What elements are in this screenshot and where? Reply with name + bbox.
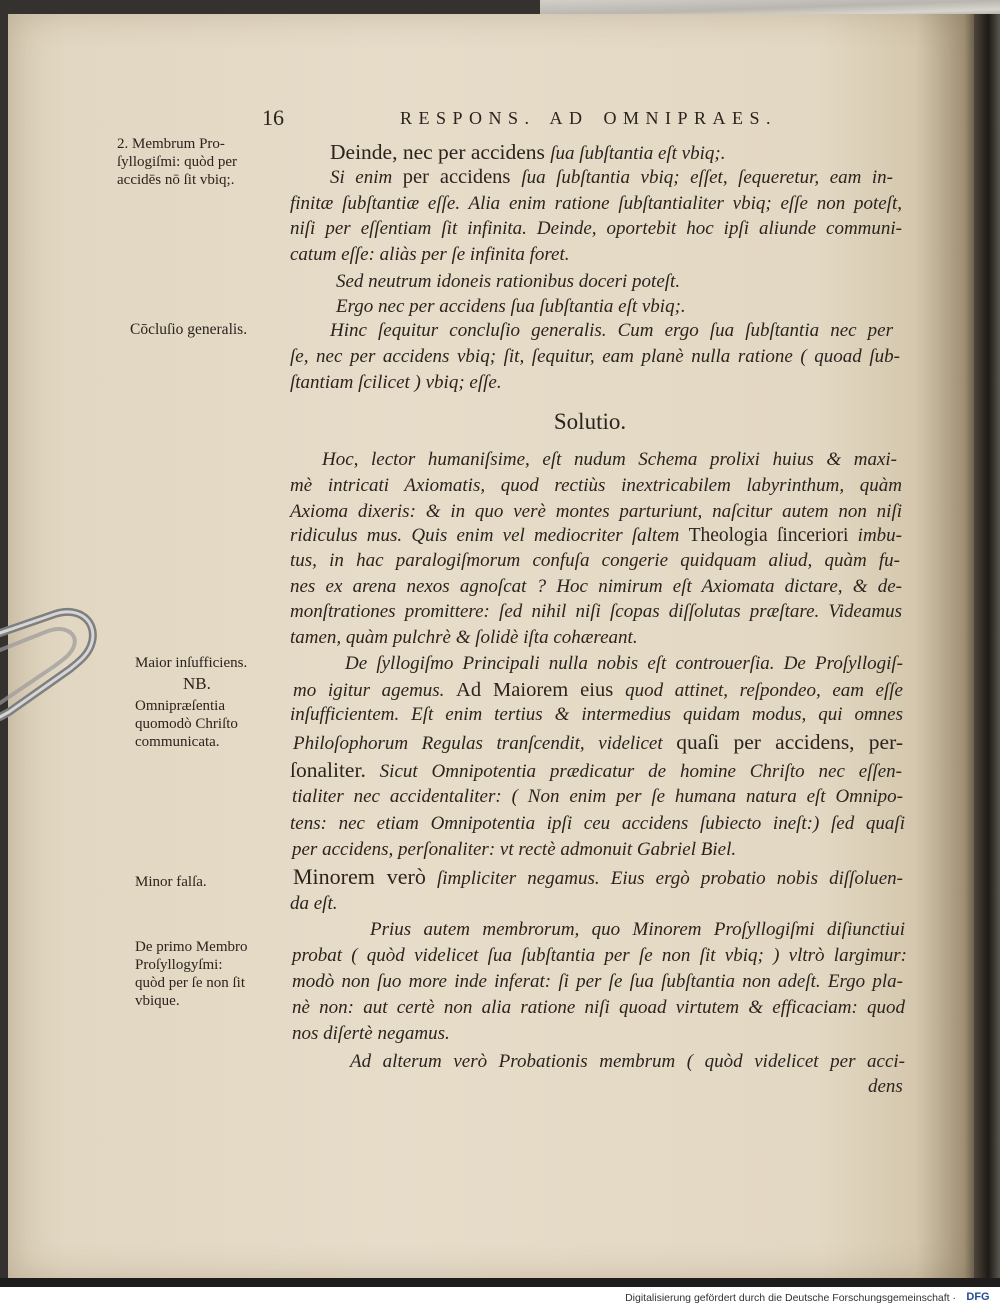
paperclip-icon (0, 600, 100, 725)
text-line: ſtantiam ſcilicet ) vbiq; eſſe. (290, 372, 502, 393)
text-line: probat ( quòd videlicet ſua ſubſtantia per ſe non ſit vbiq; ) vltrò largimur: (292, 945, 907, 966)
margin-note-line: quòd per ſe non ſit (135, 975, 245, 991)
text-line: tus, in hac paralogiſmorum confuſa congerie quidquam aliud, quàm fu- (290, 550, 900, 571)
text-line: mè intricati Axiomatis, quod rectiùs inextricabilem labyrinthum, quàm (290, 475, 902, 496)
running-title: RESPONS. AD OMNIPRAES. (400, 108, 778, 128)
text-segment: quod attinet, reſpondeo, eam eſſe (625, 680, 903, 701)
text-line: tamen, quàm pulchrè & ſolidè iſta cohæreant. (290, 627, 638, 648)
text-line: Prius autem membrorum, quo Minorem Proſyllogiſmi diſiunctiui (370, 919, 905, 940)
text-segment: imbu- (848, 525, 903, 546)
text-line (330, 164, 893, 190)
text-segment: Si enim (330, 167, 403, 188)
text-line: da eſt. (290, 893, 338, 914)
text-segment: Philoſophorum Regulas tranſcendit, videlicet (293, 733, 677, 754)
text-line: finitæ ſubſtantiæ eſſe. Alia enim ratione ſubſtantialiter vbiq; eſſe non poteſt, (290, 193, 902, 214)
funding-credit: Digitalisierung gefördert durch die Deutsche Forschungsgemeinschaft · (625, 1292, 956, 1304)
section-heading: Solutio. (553, 409, 627, 434)
text-line: Ad alterum verò Probationis membrum ( quòd videlicet per acci- (350, 1051, 905, 1072)
margin-note-conclusio: Cōcluſio generalis. (130, 321, 248, 338)
margin-note-line: 2. Membrum Pro- (117, 136, 225, 152)
text-line: Ergo nec per accidens ſua ſubſtantia eſt vbiq;. (336, 296, 686, 317)
text-segment: mo igitur agemus. (293, 680, 457, 701)
digitization-footer (0, 1287, 1000, 1309)
margin-note-line: De primo Membro (135, 939, 248, 955)
text-line: monſtrationes promittere: ſed nihil niſi ſcopas diſſolutas præſtare. Videamus (290, 601, 902, 622)
text-segment: per accidens (402, 166, 522, 188)
text-segment: Ad Maiorem eius (456, 679, 626, 701)
text-line (330, 139, 725, 165)
margin-note-line: quomodò Chriſto (135, 716, 238, 732)
text-segment: ridiculus mus. Quis enim vel mediocriter ſaltem (290, 525, 689, 546)
dfg-logo: DFG (966, 1291, 990, 1303)
text-line (290, 523, 902, 549)
text-line (293, 729, 903, 755)
margin-note-maior: Maior inſufficiens. (135, 655, 248, 671)
margin-note-line: ſyllogiſmi: quòd per (117, 154, 237, 170)
text-segment: ſonaliter. (290, 758, 366, 782)
text-line: modò non ſuo more inde inferat: ſi per ſe ſua ſubſtantia non adeſt. Ergo pla- (292, 971, 903, 992)
margin-note-line: vbique. (135, 993, 180, 1009)
scan-border (0, 1278, 1000, 1287)
text-line: Sed neutrum idoneis rationibus doceri poteſt. (336, 271, 681, 292)
book-spine-shadow (974, 14, 1000, 1278)
text-segment: ſua ſubſtantia eſt vbiq;. (550, 143, 726, 164)
margin-note-omnipraesentia (135, 697, 238, 751)
text-line: tens: nec etiam Omnipotentia ipſi ceu accidens ſubiecto ineſt:) ſed quaſi (290, 813, 905, 834)
page-number: 16 (262, 105, 284, 130)
text-segment: ſimpliciter negamus. Eius ergò probatio nobis diſſoluen- (425, 868, 903, 889)
text-segment: Deinde, nec per accidens (330, 140, 551, 164)
margin-note-minor: Minor falſa. (135, 874, 207, 890)
text-segment: Sicut Omnipotentia prædicatur de homine Chriſto nec eſſen- (365, 761, 902, 782)
text-segment: ſua ſubſtantia vbiq; eſſet, ſequeretur, eam in- (521, 167, 893, 188)
text-line: catum eſſe: aliàs per ſe infinita foret. (290, 244, 570, 265)
text-line: Hinc ſequitur concluſio generalis. Cum ergo ſua ſubſtantia nec per (330, 320, 893, 341)
text-line: ſe, nec per accidens vbiq; ſit, ſequitur, eam planè nulla ratione ( quoad ſub- (290, 346, 900, 367)
text-line: nes ex arena nexos agnoſcat ? Hoc nimirum eſt Axiomata dictare, & de- (290, 576, 902, 597)
catchword: dens (868, 1076, 903, 1097)
text-segment: Theologia ſinceriori (688, 525, 849, 546)
text-line: inſufficientem. Eſt enim tertius & intermedius quidam modus, qui omnes (290, 704, 903, 725)
margin-note-membrum (117, 135, 237, 189)
margin-note-de-primo (135, 938, 247, 1010)
margin-note-line: Proſyllogyſmi: (135, 957, 223, 973)
text-segment: Minorem verò (293, 864, 426, 889)
margin-note-line: accidēs nō ſit vbiq;. (117, 172, 235, 188)
margin-note-nb: NB. (183, 674, 211, 693)
text-line: tialiter nec accidentaliter: ( Non enim per ſe humana natura eſt Omnipo- (292, 786, 903, 807)
text-line: per accidens, perſonaliter: vt rectè admonuit Gabriel Biel. (292, 839, 737, 860)
margin-note-line: communicata. (135, 734, 220, 750)
text-line: nè non: aut certè non alia ratione niſi quoad virtutem & efficaciam: quod (292, 997, 905, 1018)
text-line: niſi per eſſentiam ſit infinita. Deinde, oportebit hoc ipſi aliunde communi- (290, 218, 902, 239)
margin-note-line: Omnipræſentia (135, 698, 225, 714)
text-segment: quaſi per accidens, per- (676, 730, 903, 754)
text-line: nos diſertè negamus. (292, 1023, 450, 1044)
text-line (290, 757, 902, 783)
text-line: De ſyllogiſmo Principali nulla nobis eſt controuerſia. De Proſyllogiſ- (345, 653, 903, 674)
text-line: Axioma dixeris: & in quo verè montes parturiunt, naſcitur autem non niſi (290, 501, 902, 522)
text-line: Hoc, lector humaniſsime, eſt nudum Schema prolixi huius & maxi- (322, 449, 897, 470)
text-line (293, 864, 903, 890)
text-line (293, 677, 903, 703)
